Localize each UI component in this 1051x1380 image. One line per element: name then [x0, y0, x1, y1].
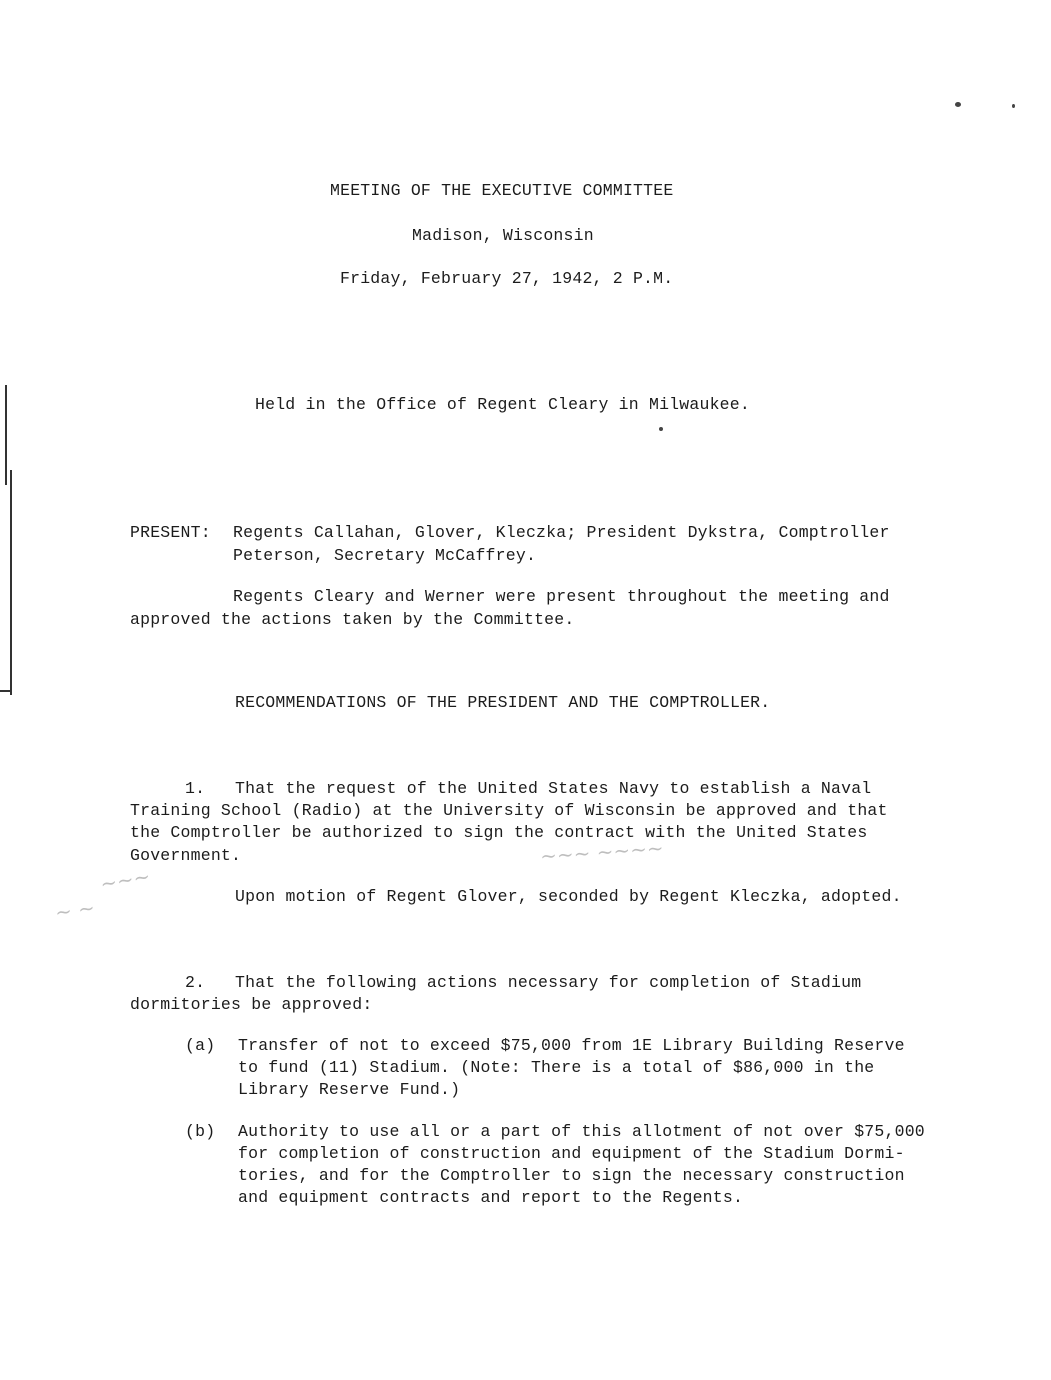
- speck: [659, 427, 663, 431]
- margin-rule: [5, 385, 7, 485]
- handwritten-annotation: ~~~: [98, 863, 152, 897]
- meeting-title: MEETING OF THE EXECUTIVE COMMITTEE: [330, 181, 674, 200]
- held-statement: Held in the Office of Regent Cleary in Milwaukee.: [255, 395, 750, 414]
- item-2a-label: (a): [185, 1036, 216, 1055]
- item-2b-line-4: and equipment contracts and report to the Regents.: [238, 1188, 744, 1207]
- present-line-1: Regents Callahan, Glover, Kleczka; President Dykstra, Comptroller: [233, 523, 890, 542]
- speck: [1012, 104, 1015, 108]
- item-1-line-3: the Comptroller be authorized to sign the contract with the United States: [130, 823, 868, 842]
- handwritten-annotation: ~~~ ~~~~: [539, 835, 665, 869]
- meeting-location: Madison, Wisconsin: [412, 226, 594, 245]
- attendance-line-2: approved the actions taken by the Committee.: [130, 610, 575, 629]
- item-2b-label: (b): [185, 1122, 216, 1141]
- item-1-number: 1.: [185, 779, 206, 798]
- item-1-line-4: Government.: [130, 846, 242, 865]
- present-line-2: Peterson, Secretary McCaffrey.: [233, 546, 537, 565]
- speck: [955, 102, 961, 107]
- item-2-line-1: That the following actions necessary for completion of Stadium: [235, 973, 862, 992]
- present-label: PRESENT:: [130, 523, 211, 542]
- handwritten-annotation: ~ ~: [53, 895, 97, 925]
- item-2b-line-1: Authority to use all or a part of this allotment of not over $75,000: [238, 1122, 925, 1141]
- margin-rule: [10, 470, 12, 695]
- item-1-line-2: Training School (Radio) at the University of Wisconsin be approved and that: [130, 801, 888, 820]
- item-2a-line-1: Transfer of not to exceed $75,000 from 1E Library Building Reserve: [238, 1036, 905, 1055]
- attendance-line-1: Regents Cleary and Werner were present throughout the meeting and: [233, 587, 890, 606]
- item-1-line-1: That the request of the United States Navy to establish a Naval: [235, 779, 872, 798]
- meeting-date: Friday, February 27, 1942, 2 P.M.: [340, 269, 674, 288]
- item-2-line-2: dormitories be approved:: [130, 995, 373, 1014]
- item-2b-line-2: for completion of construction and equipment of the Stadium Dormi-: [238, 1144, 905, 1163]
- item-2b-line-3: tories, and for the Comptroller to sign the necessary construction: [238, 1166, 905, 1185]
- item-2a-line-3: Library Reserve Fund.): [238, 1080, 461, 1099]
- item-2-number: 2.: [185, 973, 206, 992]
- margin-tick: [0, 690, 10, 692]
- item-2a-line-2: to fund (11) Stadium. (Note: There is a total of $86,000 in the: [238, 1058, 875, 1077]
- item-1-motion: Upon motion of Regent Glover, seconded by Regent Kleczka, adopted.: [235, 887, 902, 906]
- section-heading: RECOMMENDATIONS OF THE PRESIDENT AND THE COMPTROLLER.: [235, 693, 771, 712]
